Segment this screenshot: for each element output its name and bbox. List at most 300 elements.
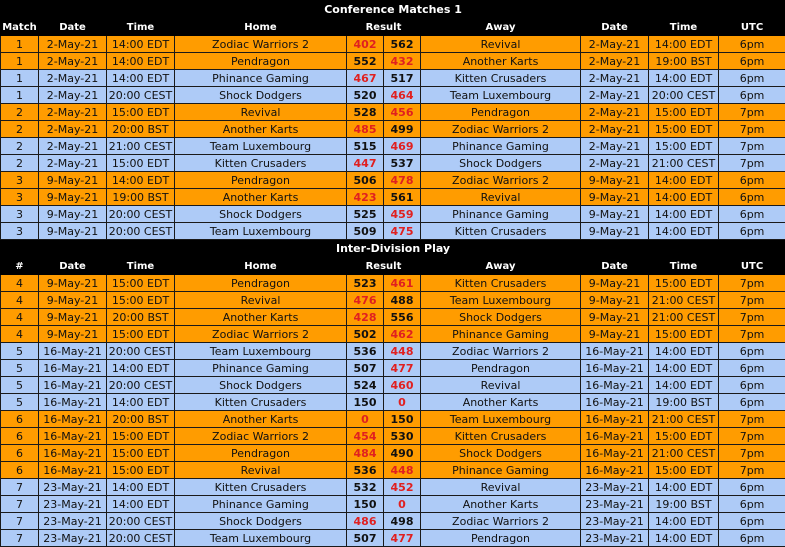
away-date: 9-May-21	[581, 309, 649, 326]
home-score: 476	[347, 292, 384, 309]
away-score: 432	[384, 53, 421, 70]
section-title: Conference Matches 1	[1, 1, 785, 19]
home-time: 14:00 EDT	[107, 53, 175, 70]
match-row	[1, 292, 785, 309]
away-score: 462	[384, 326, 421, 343]
home-time: 20:00 CEST	[107, 513, 175, 530]
home-team: Shock Dodgers	[175, 513, 347, 530]
home-time: 14:00 EDT	[107, 70, 175, 87]
match-row	[1, 223, 785, 240]
home-time: 14:00 EDT	[107, 496, 175, 513]
home-team: Phinance Gaming	[175, 496, 347, 513]
away-time: 15:00 EDT	[649, 121, 719, 138]
away-team: Kitten Crusaders	[421, 275, 581, 292]
away-score: 0	[384, 394, 421, 411]
away-team: Team Luxembourg	[421, 87, 581, 104]
match-row	[1, 70, 785, 87]
away-score: 469	[384, 138, 421, 155]
away-time: 14:00 EDT	[649, 479, 719, 496]
away-header: Away	[421, 19, 581, 36]
home-team: Team Luxembourg	[175, 223, 347, 240]
away-team: Pendragon	[421, 360, 581, 377]
match-number: 6	[1, 445, 39, 462]
away-time: 15:00 EDT	[649, 138, 719, 155]
away-score: 0	[384, 496, 421, 513]
home-team: Another Karts	[175, 309, 347, 326]
away-date: 9-May-21	[581, 275, 649, 292]
home-date: 2-May-21	[39, 155, 107, 172]
home-time: 15:00 EDT	[107, 462, 175, 479]
home-time: 20:00 BST	[107, 411, 175, 428]
home-team: Zodiac Warriors 2	[175, 428, 347, 445]
home-header: Home	[175, 258, 347, 275]
away-team: Team Luxembourg	[421, 292, 581, 309]
home-score: 502	[347, 326, 384, 343]
utc-time: 6pm	[719, 172, 785, 189]
away-time: 14:00 EDT	[649, 360, 719, 377]
home-score: 484	[347, 445, 384, 462]
away-score: 490	[384, 445, 421, 462]
away-time: 20:00 CEST	[649, 87, 719, 104]
away-score: 537	[384, 155, 421, 172]
away-team: Another Karts	[421, 53, 581, 70]
home-date: 9-May-21	[39, 275, 107, 292]
home-team: Pendragon	[175, 445, 347, 462]
away-date: 2-May-21	[581, 121, 649, 138]
away-team: Pendragon	[421, 530, 581, 547]
match-row	[1, 360, 785, 377]
away-date: 23-May-21	[581, 513, 649, 530]
away-score: 150	[384, 411, 421, 428]
home-time: 21:00 CEST	[107, 138, 175, 155]
away-score: 464	[384, 87, 421, 104]
home-date: 16-May-21	[39, 360, 107, 377]
utc-time: 6pm	[719, 87, 785, 104]
match-number: 7	[1, 496, 39, 513]
away-score: 460	[384, 377, 421, 394]
home-team: Kitten Crusaders	[175, 394, 347, 411]
utc-time: 6pm	[719, 360, 785, 377]
result-header: Result	[347, 258, 421, 275]
away-team: Kitten Crusaders	[421, 223, 581, 240]
away-date: 16-May-21	[581, 462, 649, 479]
away-time: 14:00 EDT	[649, 530, 719, 547]
time-header: Time	[107, 258, 175, 275]
away-score: 456	[384, 104, 421, 121]
utc-time: 7pm	[719, 275, 785, 292]
home-score: 454	[347, 428, 384, 445]
utc-time: 7pm	[719, 104, 785, 121]
away-score: 461	[384, 275, 421, 292]
away-time: 15:00 EDT	[649, 462, 719, 479]
home-score: 428	[347, 309, 384, 326]
home-date: 9-May-21	[39, 292, 107, 309]
home-team: Revival	[175, 104, 347, 121]
home-time: 20:00 CEST	[107, 223, 175, 240]
match-number: 3	[1, 172, 39, 189]
utc-time: 6pm	[719, 70, 785, 87]
away-time: 14:00 EDT	[649, 189, 719, 206]
date-header: Date	[39, 19, 107, 36]
away-date: 16-May-21	[581, 445, 649, 462]
away-team: Shock Dodgers	[421, 445, 581, 462]
home-score: 402	[347, 36, 384, 53]
match-row	[1, 479, 785, 496]
away-score: 478	[384, 172, 421, 189]
match-row	[1, 121, 785, 138]
away-time: 14:00 EDT	[649, 343, 719, 360]
away-date: 2-May-21	[581, 104, 649, 121]
away-time: 15:00 EDT	[649, 275, 719, 292]
away-date: 16-May-21	[581, 394, 649, 411]
away-team: Revival	[421, 479, 581, 496]
away-date: 9-May-21	[581, 189, 649, 206]
home-team: Another Karts	[175, 189, 347, 206]
match-number: 4	[1, 292, 39, 309]
home-time: 20:00 BST	[107, 309, 175, 326]
match-number: 4	[1, 275, 39, 292]
away-date: 9-May-21	[581, 223, 649, 240]
match-row	[1, 189, 785, 206]
match-header: #	[1, 258, 39, 275]
away-date: 16-May-21	[581, 343, 649, 360]
home-time: 20:00 CEST	[107, 343, 175, 360]
home-date: 2-May-21	[39, 70, 107, 87]
home-time: 15:00 EDT	[107, 326, 175, 343]
utc-time: 6pm	[719, 513, 785, 530]
home-time: 15:00 EDT	[107, 104, 175, 121]
match-number: 7	[1, 513, 39, 530]
match-number: 7	[1, 530, 39, 547]
match-row	[1, 206, 785, 223]
away-time: 19:00 BST	[649, 394, 719, 411]
home-score: 552	[347, 53, 384, 70]
home-team: Phinance Gaming	[175, 360, 347, 377]
utc-header: UTC	[719, 19, 785, 36]
away-date: 2-May-21	[581, 53, 649, 70]
utc-time: 7pm	[719, 411, 785, 428]
away-date: 9-May-21	[581, 326, 649, 343]
home-time: 15:00 EDT	[107, 445, 175, 462]
home-team: Another Karts	[175, 121, 347, 138]
home-team: Team Luxembourg	[175, 343, 347, 360]
match-row	[1, 462, 785, 479]
home-score: 528	[347, 104, 384, 121]
match-header: Match	[1, 19, 39, 36]
home-date: 2-May-21	[39, 138, 107, 155]
away-time: 14:00 EDT	[649, 223, 719, 240]
away-score: 448	[384, 343, 421, 360]
away-team: Revival	[421, 189, 581, 206]
column-header-row	[1, 19, 785, 36]
home-score: 515	[347, 138, 384, 155]
away-team: Team Luxembourg	[421, 411, 581, 428]
home-score: 507	[347, 360, 384, 377]
away-team: Phinance Gaming	[421, 138, 581, 155]
away-team: Zodiac Warriors 2	[421, 172, 581, 189]
utc-time: 6pm	[719, 496, 785, 513]
home-date: 16-May-21	[39, 445, 107, 462]
home-score: 423	[347, 189, 384, 206]
utc-time: 6pm	[719, 206, 785, 223]
home-score: 523	[347, 275, 384, 292]
home-header: Home	[175, 19, 347, 36]
away-date-header: Date	[581, 19, 649, 36]
away-score: 452	[384, 479, 421, 496]
home-date: 9-May-21	[39, 206, 107, 223]
match-row	[1, 155, 785, 172]
home-time: 15:00 EDT	[107, 155, 175, 172]
home-score: 525	[347, 206, 384, 223]
utc-time: 7pm	[719, 462, 785, 479]
utc-time: 7pm	[719, 428, 785, 445]
home-date: 16-May-21	[39, 428, 107, 445]
match-row	[1, 309, 785, 326]
away-date: 23-May-21	[581, 530, 649, 547]
match-number: 6	[1, 462, 39, 479]
match-number: 3	[1, 223, 39, 240]
away-team: Pendragon	[421, 104, 581, 121]
home-date: 9-May-21	[39, 309, 107, 326]
away-date: 9-May-21	[581, 172, 649, 189]
match-row	[1, 343, 785, 360]
away-team: Phinance Gaming	[421, 326, 581, 343]
away-time: 21:00 CEST	[649, 292, 719, 309]
away-score: 488	[384, 292, 421, 309]
away-time: 14:00 EDT	[649, 70, 719, 87]
match-row	[1, 394, 785, 411]
away-time: 14:00 EDT	[649, 36, 719, 53]
match-number: 6	[1, 411, 39, 428]
home-score: 507	[347, 530, 384, 547]
match-number: 3	[1, 189, 39, 206]
schedule-body	[1, 1, 785, 547]
match-row	[1, 513, 785, 530]
home-date: 23-May-21	[39, 530, 107, 547]
away-time: 14:00 EDT	[649, 377, 719, 394]
away-score: 498	[384, 513, 421, 530]
away-team: Revival	[421, 377, 581, 394]
match-number: 1	[1, 87, 39, 104]
column-header-row	[1, 258, 785, 275]
away-score: 459	[384, 206, 421, 223]
match-row	[1, 36, 785, 53]
away-date: 9-May-21	[581, 292, 649, 309]
home-time: 14:00 EDT	[107, 36, 175, 53]
home-score: 150	[347, 496, 384, 513]
utc-time: 7pm	[719, 138, 785, 155]
match-number: 5	[1, 394, 39, 411]
away-score: 448	[384, 462, 421, 479]
home-score: 524	[347, 377, 384, 394]
away-time: 21:00 CEST	[649, 445, 719, 462]
match-number: 5	[1, 377, 39, 394]
match-row	[1, 496, 785, 513]
utc-time: 6pm	[719, 189, 785, 206]
home-team: Shock Dodgers	[175, 377, 347, 394]
away-team: Zodiac Warriors 2	[421, 513, 581, 530]
home-time: 20:00 CEST	[107, 87, 175, 104]
away-score: 499	[384, 121, 421, 138]
match-row	[1, 53, 785, 70]
time-header: Time	[107, 19, 175, 36]
away-team: Another Karts	[421, 496, 581, 513]
away-team: Kitten Crusaders	[421, 428, 581, 445]
home-time: 20:00 CEST	[107, 206, 175, 223]
home-time: 15:00 EDT	[107, 275, 175, 292]
away-team: Another Karts	[421, 394, 581, 411]
match-row	[1, 138, 785, 155]
home-score: 0	[347, 411, 384, 428]
away-date: 16-May-21	[581, 428, 649, 445]
home-team: Revival	[175, 292, 347, 309]
home-team: Zodiac Warriors 2	[175, 326, 347, 343]
home-score: 520	[347, 87, 384, 104]
utc-time: 7pm	[719, 292, 785, 309]
home-team: Phinance Gaming	[175, 70, 347, 87]
home-team: Zodiac Warriors 2	[175, 36, 347, 53]
home-score: 536	[347, 343, 384, 360]
section-title: Inter-Division Play	[1, 240, 785, 258]
home-team: Pendragon	[175, 53, 347, 70]
away-time: 15:00 EDT	[649, 428, 719, 445]
match-number: 1	[1, 36, 39, 53]
home-team: Shock Dodgers	[175, 206, 347, 223]
section-title-row	[1, 240, 785, 258]
match-row	[1, 411, 785, 428]
home-date: 23-May-21	[39, 496, 107, 513]
home-time: 14:00 EDT	[107, 394, 175, 411]
away-time: 14:00 EDT	[649, 172, 719, 189]
home-time: 14:00 EDT	[107, 172, 175, 189]
away-date: 16-May-21	[581, 360, 649, 377]
home-date: 23-May-21	[39, 479, 107, 496]
utc-time: 6pm	[719, 479, 785, 496]
home-score: 485	[347, 121, 384, 138]
utc-time: 6pm	[719, 36, 785, 53]
away-time: 19:00 BST	[649, 53, 719, 70]
home-time: 14:00 EDT	[107, 360, 175, 377]
home-date: 9-May-21	[39, 172, 107, 189]
away-time: 14:00 EDT	[649, 513, 719, 530]
match-row	[1, 326, 785, 343]
utc-time: 7pm	[719, 309, 785, 326]
home-date: 16-May-21	[39, 377, 107, 394]
match-number: 2	[1, 121, 39, 138]
home-date: 16-May-21	[39, 462, 107, 479]
utc-time: 6pm	[719, 343, 785, 360]
away-time-header: Time	[649, 19, 719, 36]
home-team: Team Luxembourg	[175, 138, 347, 155]
result-header: Result	[347, 19, 421, 36]
away-time-header: Time	[649, 258, 719, 275]
home-score: 447	[347, 155, 384, 172]
away-date: 16-May-21	[581, 377, 649, 394]
home-score: 150	[347, 394, 384, 411]
utc-time: 7pm	[719, 445, 785, 462]
home-team: Revival	[175, 462, 347, 479]
match-number: 5	[1, 343, 39, 360]
utc-header: UTC	[719, 258, 785, 275]
match-row	[1, 104, 785, 121]
home-date: 2-May-21	[39, 87, 107, 104]
away-team: Shock Dodgers	[421, 309, 581, 326]
home-time: 15:00 EDT	[107, 428, 175, 445]
home-date: 2-May-21	[39, 53, 107, 70]
match-number: 1	[1, 53, 39, 70]
away-team: Zodiac Warriors 2	[421, 121, 581, 138]
away-score: 562	[384, 36, 421, 53]
home-date: 9-May-21	[39, 326, 107, 343]
home-team: Kitten Crusaders	[175, 479, 347, 496]
home-team: Kitten Crusaders	[175, 155, 347, 172]
away-score: 517	[384, 70, 421, 87]
away-team: Phinance Gaming	[421, 462, 581, 479]
match-row	[1, 172, 785, 189]
match-row	[1, 530, 785, 547]
home-date: 16-May-21	[39, 343, 107, 360]
utc-time: 7pm	[719, 155, 785, 172]
home-team: Shock Dodgers	[175, 87, 347, 104]
home-team: Pendragon	[175, 275, 347, 292]
match-row	[1, 275, 785, 292]
home-team: Pendragon	[175, 172, 347, 189]
home-date: 23-May-21	[39, 513, 107, 530]
match-row	[1, 87, 785, 104]
home-time: 15:00 EDT	[107, 292, 175, 309]
home-time: 20:00 CEST	[107, 530, 175, 547]
home-team: Another Karts	[175, 411, 347, 428]
match-row	[1, 428, 785, 445]
away-score: 556	[384, 309, 421, 326]
match-number: 2	[1, 155, 39, 172]
away-time: 14:00 EDT	[649, 206, 719, 223]
home-time: 19:00 BST	[107, 189, 175, 206]
match-number: 3	[1, 206, 39, 223]
away-time: 15:00 EDT	[649, 326, 719, 343]
home-score: 467	[347, 70, 384, 87]
away-date: 2-May-21	[581, 36, 649, 53]
away-date-header: Date	[581, 258, 649, 275]
away-header: Away	[421, 258, 581, 275]
away-score: 477	[384, 530, 421, 547]
home-time: 20:00 CEST	[107, 377, 175, 394]
away-date: 16-May-21	[581, 411, 649, 428]
away-team: Phinance Gaming	[421, 206, 581, 223]
utc-time: 7pm	[719, 326, 785, 343]
away-date: 2-May-21	[581, 138, 649, 155]
away-score: 477	[384, 360, 421, 377]
away-date: 23-May-21	[581, 479, 649, 496]
match-row	[1, 377, 785, 394]
home-date: 2-May-21	[39, 121, 107, 138]
utc-time: 7pm	[719, 121, 785, 138]
away-date: 2-May-21	[581, 155, 649, 172]
match-number: 7	[1, 479, 39, 496]
utc-time: 6pm	[719, 377, 785, 394]
section-title-row	[1, 1, 785, 19]
away-date: 9-May-21	[581, 206, 649, 223]
away-score: 475	[384, 223, 421, 240]
match-number: 4	[1, 326, 39, 343]
home-score: 509	[347, 223, 384, 240]
home-date: 16-May-21	[39, 394, 107, 411]
home-score: 536	[347, 462, 384, 479]
match-number: 4	[1, 309, 39, 326]
home-date: 16-May-21	[39, 411, 107, 428]
date-header: Date	[39, 258, 107, 275]
match-number: 2	[1, 104, 39, 121]
